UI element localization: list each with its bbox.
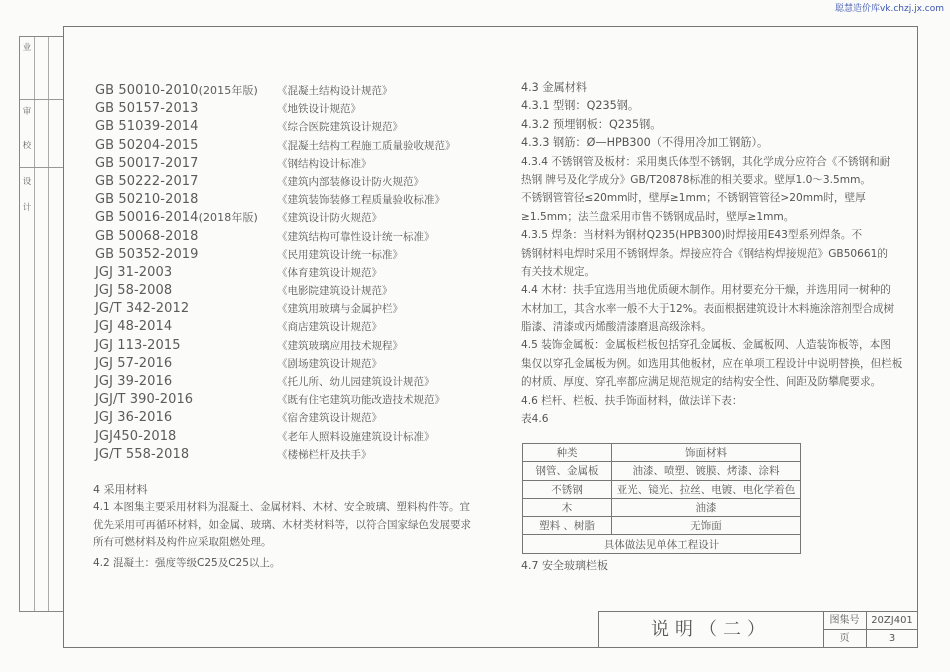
standard-row [95, 82, 425, 100]
standard-code-text: GB 50016-2014 [95, 210, 199, 226]
standard-title: 《体育建筑设计规范》 [277, 266, 382, 279]
sheet-title: 说明（二） [599, 612, 824, 647]
standard-row [95, 173, 425, 191]
standard-code-text: GB 50222-2017 [95, 173, 199, 189]
standard-code [95, 209, 277, 227]
standard-title: 《建筑装饰装修工程质量验收标准》 [277, 194, 445, 207]
standard-title: 《建筑结构可靠性设计统一标准》 [277, 230, 435, 243]
table-footer-cell: 具体做法见单体工程设计 [523, 535, 801, 553]
standard-title: 《民用建筑设计统一标准》 [277, 248, 403, 261]
standard-code-text: GB 50068-2018 [95, 228, 199, 244]
standard-row [95, 409, 425, 427]
standard-row [95, 300, 425, 318]
standard-row [95, 155, 425, 173]
text-line: 木材加工，其含水率一般不大于12%。表面根据建筑设计木料施涂溶剂型合成树 [521, 302, 895, 315]
standard-row [95, 428, 435, 446]
standard-code-text: GB 50010-2010 [95, 83, 199, 98]
page-label: 页 [823, 630, 867, 647]
standard-code [95, 100, 277, 118]
standard-edition: (2015年版) [198, 84, 258, 97]
standard-title: 《电影院建筑设计规范》 [277, 285, 393, 298]
paragraph-4-2: 4.2 混凝土：强度等级C25及C25以上。 [93, 557, 281, 569]
table-header-cell: 种类 [523, 444, 612, 462]
standard-code-text: JG/T 342-2012 [95, 301, 190, 317]
standard-code-text: GB 50157-2013 [95, 101, 199, 117]
standard-edition: (2018年版) [198, 211, 258, 225]
standard-title: 《综合医院建筑设计规范》 [277, 121, 403, 134]
text-line: 不锈钢管管径≤20mm时，壁厚≥1mm；不锈钢管管径>20mm时，壁厚 [521, 192, 866, 205]
table-cell: 木 [523, 498, 612, 516]
atlas-number-label: 图集号 [823, 612, 867, 630]
standard-code [95, 337, 277, 355]
text-line: 有关技术规定。 [521, 265, 596, 278]
table-cell: 塑料 、树脂 [523, 517, 612, 535]
section-4-7-heading: 4.7 安全玻璃栏板 [521, 559, 608, 572]
standard-code-text: GB 50017-2017 [95, 155, 199, 171]
standard-title: 《建筑用玻璃与金属护栏》 [277, 303, 403, 316]
standard-title: 《建筑玻璃应用技术规程》 [277, 339, 403, 352]
standard-title: 《宿舍建筑设计规范》 [277, 412, 382, 425]
standard-title: 《钢结构设计标准》 [277, 157, 372, 170]
standard-code [95, 246, 277, 264]
standard-title: 《混凝土结构设计规范》 [277, 85, 393, 97]
standard-code-text: GB 51039-2014 [95, 119, 199, 135]
standard-title: 《商店建筑设计规范》 [277, 321, 382, 334]
standard-code-text: JGJ 113-2015 [95, 337, 181, 353]
materials-text [521, 79, 906, 428]
standards-list [95, 82, 456, 464]
text-line: ≥1.5mm；法兰盘采用市售不锈钢成品时，壁厚≥1mm。 [521, 210, 795, 223]
standard-row [95, 118, 425, 136]
standard-code [95, 82, 277, 100]
standard-code [95, 137, 277, 155]
standard-row [95, 246, 425, 264]
signature-mark-5: 计 [22, 203, 32, 213]
table-header-cell: 饰面材料 [612, 444, 801, 462]
table-cell: 亚光、镜光、拉丝、电镀、电化学着色 [612, 480, 801, 498]
section-4-heading: 4 采用材料 [93, 483, 148, 496]
table-4-6 [522, 443, 801, 554]
standard-row [95, 264, 425, 282]
standard-row [95, 318, 425, 336]
text-line: 4.3.5 焊条：当材料为钢材Q235(HPB300)时焊接用E43型系列焊条。不 [521, 229, 863, 242]
standard-code-text: GB 50210-2018 [95, 192, 199, 208]
standard-row [95, 209, 425, 227]
text-line: 4.3 金属材料 [521, 81, 588, 94]
standard-title: 《托儿所、幼儿园建筑设计规范》 [277, 376, 435, 388]
text-line: 热钢 牌号及化学成分》GB/T20878标准的相关要求。壁厚1.0～3.5mm。 [521, 173, 871, 186]
standard-code [95, 155, 277, 173]
standard-code-text: JG/T 558-2018 [95, 446, 190, 462]
standard-row [95, 373, 435, 391]
table-cell: 油漆、喷塑、镀膜、烤漆、涂料 [612, 462, 801, 480]
signature-mark-3: 校 [22, 141, 32, 151]
signature-mark-4: 设 [22, 177, 32, 187]
paragraph-4-1 [93, 499, 493, 552]
atlas-number: 20ZJ401 [867, 612, 917, 630]
standard-code-text: JGJ 48-2014 [95, 319, 173, 335]
standard-code [95, 428, 277, 446]
text-line: 表4.6 [521, 413, 549, 426]
table-row [523, 517, 801, 535]
standard-code [95, 228, 277, 246]
standard-title: 《既有住宅建筑功能改造技术规范》 [277, 394, 445, 407]
standard-code [95, 318, 277, 336]
standard-row [95, 282, 425, 300]
standard-row [95, 100, 425, 118]
standard-title: 《楼梯栏杆及扶手》 [277, 448, 372, 461]
text-line: 脂漆、清漆或丙烯酸清漆磨退高级涂料。 [521, 321, 712, 334]
table-cell: 油漆 [612, 498, 801, 516]
text-line: 锈钢材料电焊时采用不锈钢焊条。焊接应符合《钢结构焊接规范》GB50661的 [521, 247, 888, 260]
paragraph-line: 优先采用可再循环材料，如金属、玻璃、木材类材料等，以符合国家绿色发展要求 [93, 518, 471, 531]
text-line: 4.4 木材：扶手宜选用当地优质硬木制作。用材要充分干燥，并选用同一树种的 [521, 284, 891, 297]
text-line: 4.3.1 型钢：Q235钢。 [521, 99, 640, 113]
table-row [523, 480, 801, 498]
standard-row [95, 337, 425, 355]
site-watermark: 聪慧造价库vk.chzj.jx.com [834, 4, 944, 14]
standard-title: 《混凝土结构工程施工质量验收规范》 [277, 139, 456, 152]
paragraph-line: 所有可燃材料及构件应采取阻燃处理。 [93, 536, 272, 549]
table-cell: 无饰面 [612, 517, 801, 535]
standard-code-text: JGJ 39-2016 [95, 374, 173, 389]
standard-code [95, 446, 277, 464]
standard-title: 《剧场建筑设计规范》 [277, 357, 382, 370]
standard-row [95, 446, 425, 464]
standard-row [95, 191, 445, 209]
title-block [598, 611, 918, 648]
standard-code [95, 355, 277, 373]
signature-mark-2: 审 [22, 107, 32, 117]
standard-code [95, 282, 277, 300]
standard-title: 《地铁设计规范》 [277, 103, 361, 116]
text-line: 4.3.2 预埋钢板：Q235钢。 [521, 117, 662, 131]
standard-code-text: JGJ 36-2016 [95, 410, 173, 426]
standard-code [95, 373, 277, 391]
standard-code [95, 118, 277, 136]
standard-code-text: JGJ 31-2003 [95, 264, 173, 280]
standard-code-text: JGJ/T 390-2016 [95, 392, 194, 408]
page-number: 3 [888, 633, 896, 644]
signature-mark-1: 业 [22, 43, 32, 53]
text-line: 集仅以穿孔金属板为例。如选用其他板材，应在单项工程设计中说明替换，但栏板 [521, 357, 903, 370]
paragraph-line: 4.1 本图集主要采用材料为混凝土、金属材料、木材、安全玻璃、塑料构件等。宜 [93, 501, 471, 513]
table-footer-row [523, 535, 801, 553]
text-line: 4.3.4 不锈钢管及板材：采用奥氏体型不锈钢，其化学成分应符合《不锈钢和耐 [521, 155, 891, 168]
text-line: 4.5 装饰金属板：金属板栏板包括穿孔金属板、金属板网、人造装饰板等，本图 [521, 339, 891, 352]
text-line: 4.6 栏杆、栏板、扶手饰面材料，做法详下表： [521, 394, 743, 407]
table-cell: 钢管、金属板 [523, 462, 612, 480]
signature-strip [19, 36, 63, 612]
table-header-row [523, 444, 801, 462]
standard-title: 《建筑内部装修设计防火规范》 [277, 175, 424, 188]
text-line: 4.3.3 钢筋：Ø—HPB300（不得用冷加工钢筋）。 [521, 136, 769, 150]
standard-code-text: JGJ 58-2008 [95, 283, 173, 299]
standard-title: 《老年人照料设施建筑设计标准》 [277, 430, 435, 443]
table-row [523, 498, 801, 516]
standard-code-text: JGJ 57-2016 [95, 355, 173, 371]
text-line: 的材质、厚度、穿孔率都应满足规范规定的结构安全性、间距及防攀爬要求。 [521, 376, 882, 389]
standard-code-text: GB 50204-2015 [95, 137, 199, 153]
standard-row [95, 228, 435, 246]
standard-row [95, 355, 425, 373]
standard-row [95, 137, 456, 155]
standard-code [95, 191, 277, 209]
standard-code-text: GB 50352-2019 [95, 246, 199, 262]
standard-code [95, 391, 277, 409]
standard-row [95, 391, 445, 409]
standard-title: 《建筑设计防火规范》 [277, 212, 382, 225]
standard-code-text: JGJ450-2018 [95, 428, 177, 444]
table-row [523, 462, 801, 480]
standard-code [95, 173, 277, 191]
standard-code [95, 409, 277, 427]
standard-code [95, 264, 277, 282]
table-cell: 不锈钢 [523, 480, 612, 498]
standard-code [95, 300, 277, 318]
